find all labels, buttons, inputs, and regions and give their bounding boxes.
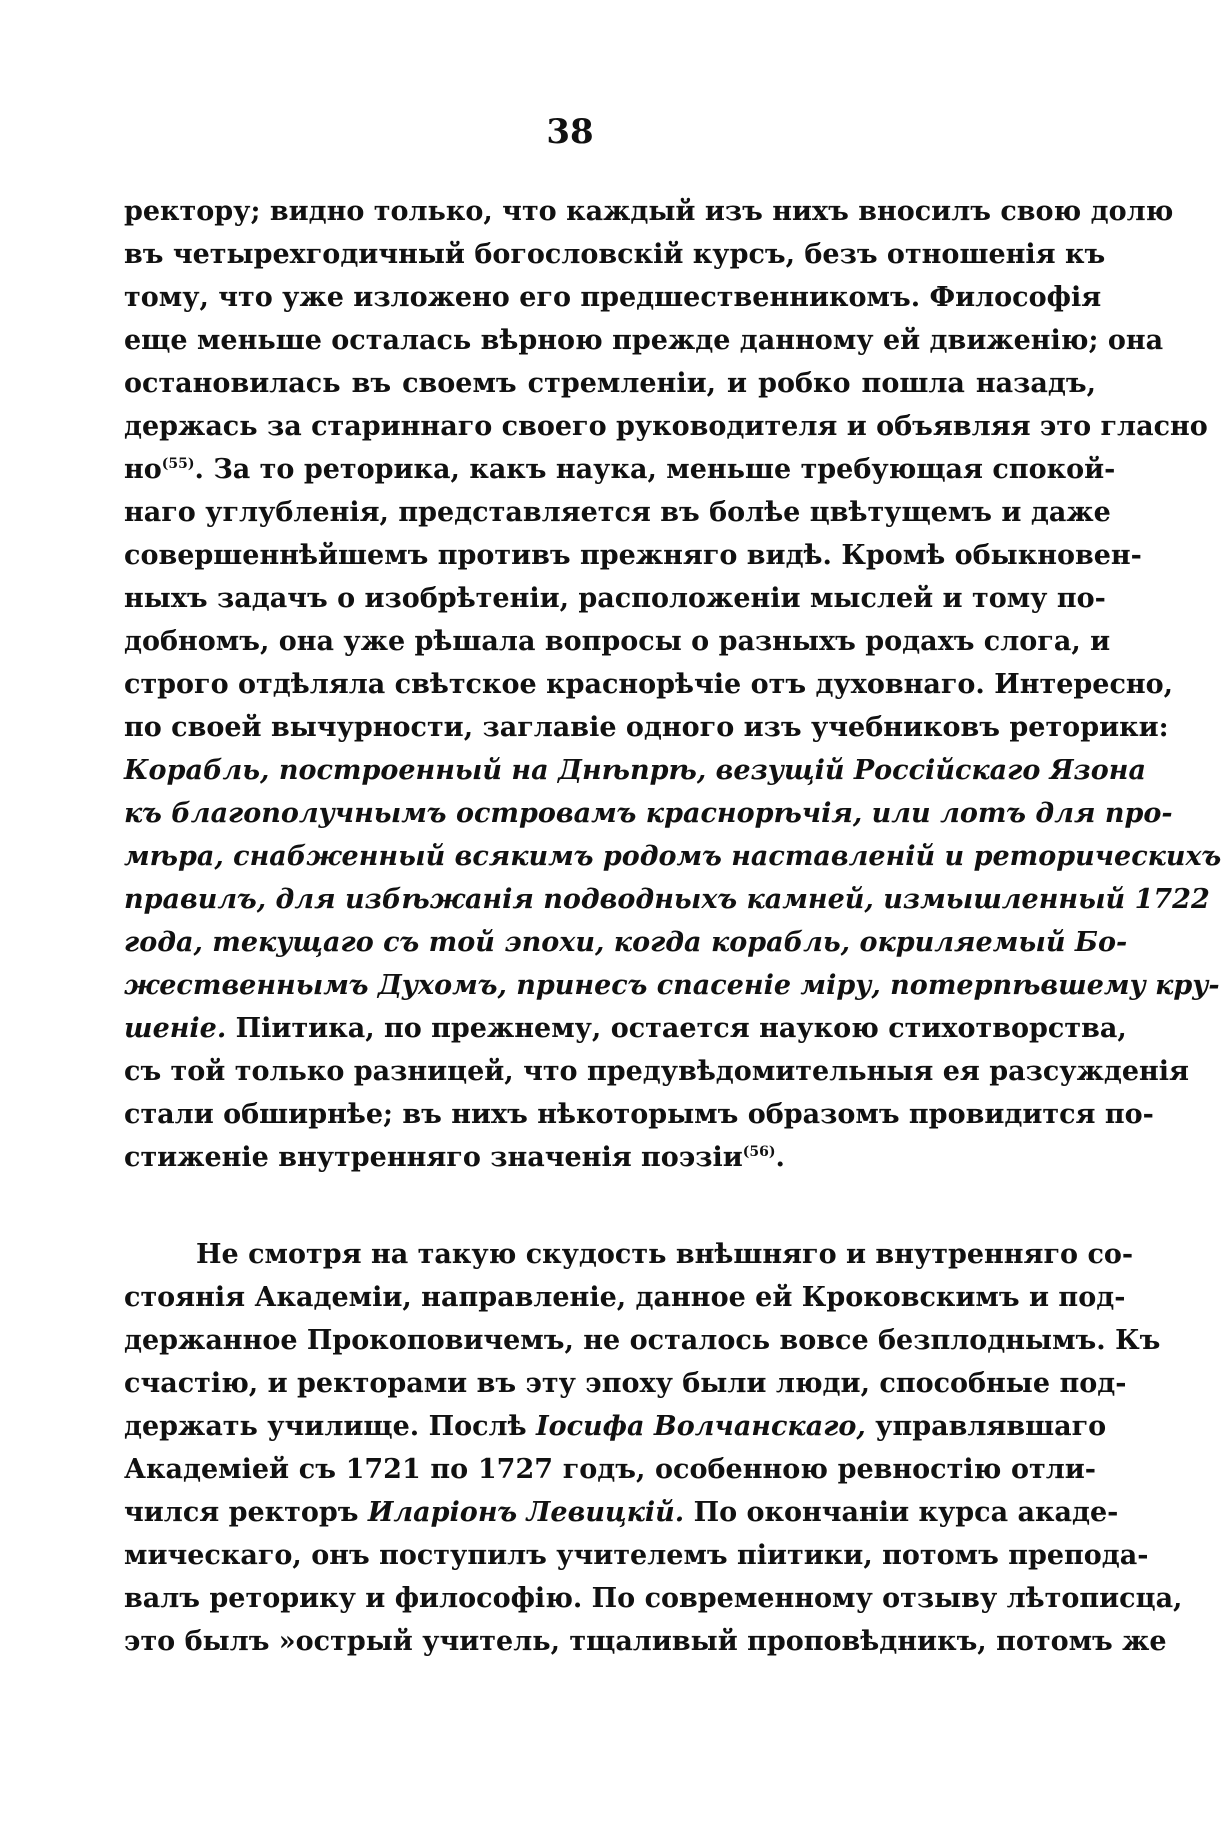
text-line <box>124 706 1169 749</box>
text-run: мическаго, онъ поступилъ учителемъ піитики, потомъ препода- <box>124 1540 1149 1571</box>
text-run: стали обширнѣе; въ нихъ нѣкоторымъ образомъ провидится по- <box>124 1099 1154 1130</box>
text-run: съ той только разницей, что предувѣдомительныя ея разсужденія <box>124 1056 1189 1087</box>
text-line <box>124 491 1111 534</box>
text-run: тому, что уже изложено его предшественникомъ. Философія <box>124 282 1102 313</box>
text-line <box>124 190 1174 233</box>
text-line <box>124 663 1174 706</box>
text-run: стоянія Академіи, направленіе, данное ей Кроковскимъ и под- <box>124 1282 1126 1313</box>
text-run: счастію, и ректорами въ эту эпоху были люди, способные под- <box>124 1368 1127 1399</box>
text-line <box>124 835 1221 878</box>
italic-text: шеніе. <box>124 1013 227 1044</box>
text-run: совершеннѣйшемъ противъ прежняго видѣ. Кромѣ обыкновен- <box>124 540 1142 571</box>
text-run: чился ректоръ <box>124 1497 368 1528</box>
footnote-ref: (56) <box>742 1144 776 1160</box>
text-run: это былъ »острый учитель, тщаливый проповѣдникъ, потомъ же <box>124 1626 1167 1657</box>
text-line <box>124 276 1102 319</box>
text-line <box>124 1233 1134 1276</box>
italic-text: Иларіонъ Левицкій. <box>367 1497 685 1528</box>
text-line <box>124 1276 1126 1319</box>
text-line <box>124 1577 1183 1620</box>
text-run: управлявшаго <box>865 1411 1107 1442</box>
text-line <box>124 964 1220 1007</box>
text-line <box>124 577 1106 620</box>
text-line <box>124 1448 1096 1491</box>
text-line <box>124 362 1096 405</box>
text-line <box>124 792 1173 835</box>
text-run: Не смотря на такую скудость внѣшняго и внутренняго со- <box>196 1239 1134 1270</box>
text-line <box>124 1319 1161 1362</box>
text-line <box>124 233 1106 276</box>
text-line <box>124 405 1208 448</box>
text-line <box>124 1007 1127 1050</box>
text-line <box>124 448 1116 491</box>
text-line <box>124 921 1128 964</box>
text-run: Академіей съ 1721 по 1727 годъ, особенною ревностію отли- <box>124 1454 1096 1485</box>
text-run: держась за стариннаго своего руководителя и объявляя это гласно <box>124 411 1208 442</box>
page-number: 38 <box>546 112 594 152</box>
text-run: . За то реторика, какъ наука, меньше требующая спокой- <box>194 454 1116 485</box>
text-run: наго углубленія, представляется въ болѣе цвѣтущемъ и даже <box>124 497 1111 528</box>
text-run: строго отдѣляла свѣтское краснорѣчіе отъ духовнаго. Интересно, <box>124 669 1174 700</box>
text-run: остановилась въ своемъ стремленіи, и робко пошла назадъ, <box>124 368 1096 399</box>
text-run: Піитика, по прежнему, остается наукою стихотворства, <box>226 1013 1127 1044</box>
text-run: но <box>124 454 162 485</box>
text-line <box>124 1136 1096 1179</box>
text-line <box>124 1362 1127 1405</box>
text-line <box>124 534 1142 577</box>
text-line <box>124 1534 1149 1577</box>
text-run: валъ реторику и философію. По современному отзыву лѣтописца, <box>124 1583 1183 1614</box>
text-run: . <box>775 1142 785 1173</box>
italic-text: года, текущаго съ той эпохи, когда корабль, окриляемый Бо- <box>124 927 1128 958</box>
text-line <box>124 878 1210 921</box>
text-line <box>124 1491 1119 1534</box>
paragraph-1 <box>124 190 1221 1179</box>
text-run: ныхъ задачъ о изобрѣтеніи, расположеніи мыслей и тому по- <box>124 583 1106 614</box>
text-line <box>124 1620 1167 1663</box>
italic-text: Іосифа Волчанскаго, <box>535 1411 866 1442</box>
italic-text: Корабль, построенный на Днѣпрѣ, везущій Россійскаго Язона <box>124 755 1146 786</box>
text-line <box>124 319 1164 362</box>
text-line <box>124 1050 1189 1093</box>
text-run: держать училище. Послѣ <box>124 1411 536 1442</box>
text-run: въ четырехгодичный богословскій курсъ, безъ отношенія къ <box>124 239 1106 270</box>
italic-text: къ благополучнымъ островамъ краснорѣчія, или лотъ для про- <box>124 798 1173 829</box>
text-run: По окончаніи курса акаде- <box>684 1497 1119 1528</box>
text-run: ректору; видно только, что каждый изъ нихъ вносилъ свою долю <box>124 196 1174 227</box>
text-run: стиженіе внутренняго значенія поэзіи <box>124 1142 743 1173</box>
italic-text: мѣра, снабженный всякимъ родомъ наставленій и реторическихъ <box>124 841 1221 872</box>
text-line <box>124 620 1111 663</box>
text-line <box>124 1093 1154 1136</box>
text-run: по своей вычурности, заглавіе одного изъ учебниковъ реторики: <box>124 712 1169 743</box>
text-run: еще меньше осталась вѣрною прежде данному ей движенію; она <box>124 325 1164 356</box>
text-line <box>124 749 1146 792</box>
paragraph-2 <box>124 1233 1183 1663</box>
footnote-ref: (55) <box>161 456 195 472</box>
italic-text: правилъ, для избѣжанія подводныхъ камней, измышленный 1722 <box>124 884 1210 915</box>
text-run: добномъ, она уже рѣшала вопросы о разныхъ родахъ слога, и <box>124 626 1111 657</box>
text-run: держанное Прокоповичемъ, не осталось вовсе безплоднымъ. Къ <box>124 1325 1161 1356</box>
text-line <box>124 1405 1107 1448</box>
italic-text: жественнымъ Духомъ, принесъ спасеніе міру, потерпѣвшему кру- <box>124 970 1220 1001</box>
